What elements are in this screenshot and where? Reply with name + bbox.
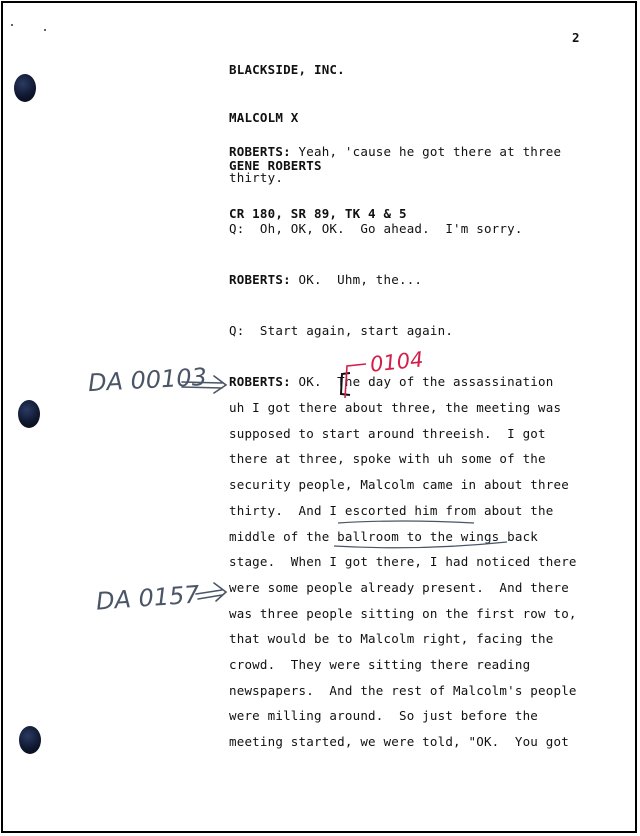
line-text: crowd. They were sitting there reading xyxy=(229,657,531,672)
transcript-line xyxy=(229,683,577,698)
line-text: stage. When I got there, I had noticed there xyxy=(229,554,577,569)
line-text: Q: Oh, OK, OK. Go ahead. I'm sorry. xyxy=(229,221,523,236)
line-text: OK. Uhm, the... xyxy=(290,272,423,287)
transcript-line xyxy=(229,529,538,544)
speaker-label: ROBERTS: xyxy=(229,374,291,389)
punch-hole-bottom xyxy=(19,726,41,754)
transcript-line xyxy=(229,503,553,518)
line-text: thirty. xyxy=(229,170,284,185)
line-text: were milling around. So just before the xyxy=(229,708,539,723)
transcript-line xyxy=(229,221,523,236)
header-line-subject: MALCOLM X xyxy=(229,110,299,125)
dust-speck xyxy=(44,29,46,31)
header-line-reel-info: CR 180, SR 89, TK 4 & 5 xyxy=(229,206,407,221)
line-text: security people, Malcolm came in about three xyxy=(229,477,569,492)
dust-speck xyxy=(11,24,13,26)
line-text: there at three, spoke with uh some of the xyxy=(229,451,546,466)
margin-note-da-0157: DA 0157 xyxy=(95,580,201,616)
header-line-company: BLACKSIDE, INC. xyxy=(229,62,345,77)
transcript-line xyxy=(229,606,577,621)
speaker-label: ROBERTS: xyxy=(229,272,291,287)
line-text: meeting started, we were told, "OK. You got xyxy=(229,734,569,749)
transcript-line xyxy=(229,144,561,159)
transcript-line xyxy=(229,554,577,569)
speaker-label: ROBERTS: xyxy=(229,144,291,159)
transcript-line xyxy=(229,426,546,441)
punch-hole-top xyxy=(14,74,36,102)
line-text: were some people already present. And there xyxy=(229,580,569,595)
timecode-annotation-red: 0104 xyxy=(368,347,425,377)
line-text: Q: Start again, start again. xyxy=(229,323,454,338)
transcript-line xyxy=(229,708,538,723)
transcript-line xyxy=(229,631,553,646)
transcript-line xyxy=(229,170,283,185)
transcript-line xyxy=(229,400,561,415)
punch-hole-middle xyxy=(18,400,40,428)
document-header xyxy=(229,30,407,238)
line-text: OK. The day of the assassination xyxy=(290,374,554,389)
line-text: that would be to Malcolm right, facing the xyxy=(229,631,554,646)
line-text: newspapers. And the rest of Malcolm's people xyxy=(229,683,577,698)
transcript-line xyxy=(229,451,546,466)
transcript-line xyxy=(229,374,553,389)
line-text: Yeah, 'cause he got there at three xyxy=(290,144,562,159)
line-text: middle of the ballroom to the wings back xyxy=(229,529,539,544)
line-text: supposed to start around threeish. I got xyxy=(229,426,546,441)
transcript-line xyxy=(229,580,569,595)
transcript-line xyxy=(229,477,569,492)
transcript-line xyxy=(229,272,422,287)
transcript-line xyxy=(229,734,569,749)
line-text: was three people sitting on the first row to, xyxy=(229,606,577,621)
line-text: thirty. And I escorted him from about the xyxy=(229,503,554,518)
transcript-line xyxy=(229,657,530,672)
page-number: 2 xyxy=(572,30,580,45)
header-line-interviewee: GENE ROBERTS xyxy=(229,158,322,173)
line-text: uh I got there about three, the meeting was xyxy=(229,400,562,415)
margin-note-da-00103: DA 00103 xyxy=(87,362,208,398)
transcript-line xyxy=(229,323,453,338)
